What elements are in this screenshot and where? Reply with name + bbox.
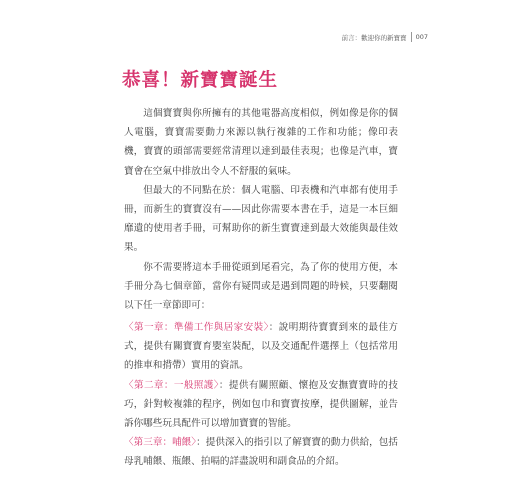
running-header xyxy=(342,32,428,42)
chapter-description: ：提供有關照顧、懷抱及安撫寶寶時的技巧，針對較複雜的程序，例如包巾和寶寶按摩，提供圖解，並告訴你哪些玩具配件可以增加寶寶的智能。 xyxy=(124,379,398,430)
page-title: 恭喜！新寶寶誕生 xyxy=(122,70,279,91)
chapter-label: 〈第一章：準備工作與居家安裝〉 xyxy=(124,322,269,333)
chapter-item xyxy=(124,376,398,434)
body-text xyxy=(124,104,398,315)
chapter-description: ：提供深入的指引以了解寶寶的動力供給，包括母乳哺餵、瓶餵、拍嗝的詳盡說明和副食品的介紹。 xyxy=(124,437,399,468)
chapter-label: 〈第二章：一般照護〉 xyxy=(124,379,219,391)
paragraph: 這個寶寶與你所擁有的其他電器高度相似，例如像是你的個人電腦，寶寶需要動力來源以執行複雜的工作和功能；像印表機，寶寶的頭部需要經常清理以達到最佳表現；也像是汽車，寶寶會在空氣中排放出令人不舒服的氣味。 xyxy=(124,108,398,177)
header-section-title: 前言：歡迎你的新寶寶 xyxy=(341,33,407,42)
chapter-label: 〈第三章：哺餵〉 xyxy=(124,437,197,449)
chapter-item xyxy=(124,318,398,376)
paragraph: 但最大的不同點在於：個人電腦、印表機和汽車都有使用手冊，而新生的寶寶沒有——因此你需要本書在手，這是一本巨細靡遺的使用者手冊，可幫助你的新生寶寶達到最大效能與最佳效果。 xyxy=(124,184,398,254)
chapter-description: ：說明期待寶寶到來的最佳方式，提供有關寶寶育嬰室裝配，以及交通配件選擇上（包括常用的推車和揹帶）實用的資訊。 xyxy=(124,322,399,372)
header-divider xyxy=(411,32,412,42)
chapter-item xyxy=(124,433,398,471)
chapter-list xyxy=(124,318,398,472)
paragraph: 你不需要將這本手冊從頭到尾看完，為了你的使用方便，本手冊分為七個章節，當你有疑問或是遇到問題的時候，只要翻閱以下任一章節即可： xyxy=(124,261,398,312)
page-number: 007 xyxy=(415,33,428,41)
